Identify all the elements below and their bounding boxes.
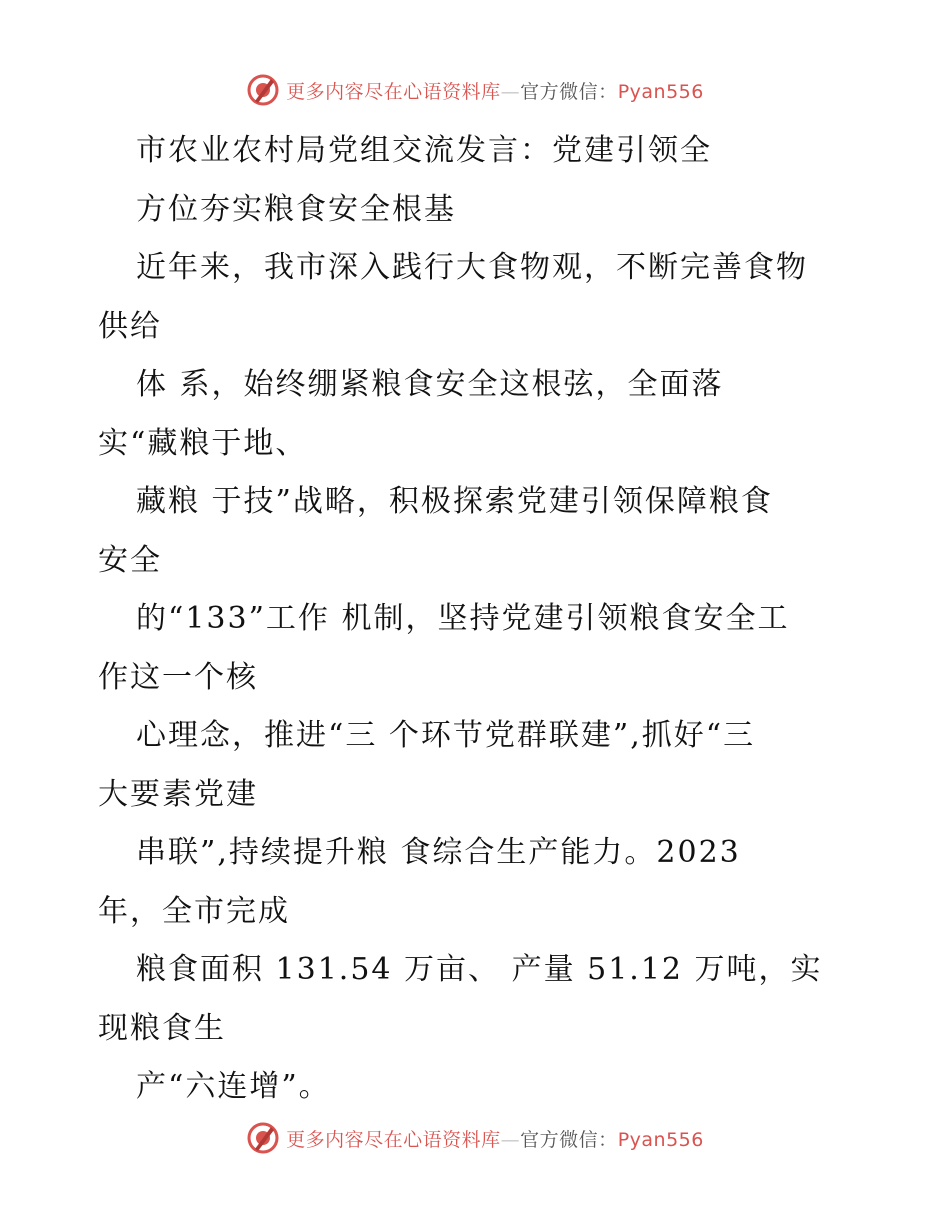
- banner-official-label: 官方微信：: [520, 1128, 618, 1151]
- text-line: 实“藏粮于地、: [98, 425, 308, 461]
- footer-watermark-banner: [0, 1118, 950, 1158]
- banner-main-text: 更多内容尽在心语资料库: [286, 1128, 501, 1151]
- pen-nib-circle-icon: [246, 73, 280, 107]
- banner-dash: —: [500, 80, 521, 103]
- text-line: 作这一个核: [98, 659, 258, 695]
- text-line: 粮食面积 131.54 万亩、 产量 51.12 万吨，实: [136, 952, 823, 987]
- header-watermark-banner: [0, 70, 950, 110]
- text-line: 的“133”工作 机制，坚持党建引领粮食安全工: [136, 601, 790, 636]
- text-line: 现粮食生: [98, 1010, 226, 1046]
- text-line: 年，全市完成: [98, 893, 290, 929]
- text-line: 供给: [98, 308, 162, 344]
- banner-wechat-id: Pyan556: [617, 1128, 704, 1151]
- banner-main-text: 更多内容尽在心语资料库: [286, 80, 501, 103]
- banner-dash: —: [500, 1128, 521, 1151]
- text-line: 市农业农村局党组交流发言：党建引领全: [136, 133, 712, 168]
- text-line: 大要素党建: [98, 776, 258, 812]
- text-line: 方位夯实粮食安全根基: [136, 191, 456, 227]
- text-line: 体 系，始终绷紧粮食安全这根弦，全面落: [136, 367, 724, 402]
- document-body: [98, 122, 858, 1117]
- pen-nib-circle-icon: [246, 1121, 280, 1155]
- banner-official-label: 官方微信：: [520, 80, 618, 103]
- banner-wechat-id: Pyan556: [617, 80, 704, 103]
- text-line: 产“六连增”。: [136, 1069, 331, 1104]
- text-line: 安全: [98, 542, 162, 578]
- text-line: 藏粮 于技”战略，积极探索党建引领保障粮食: [136, 484, 773, 519]
- text-line: 串联”,持续提升粮 食综合生产能力。2023: [136, 835, 741, 870]
- text-line: 心理念，推进“三 个环节党群联建”,抓好“三: [136, 718, 756, 753]
- text-line: 近年来，我市深入践行大食物观，不断完善食物: [136, 250, 808, 285]
